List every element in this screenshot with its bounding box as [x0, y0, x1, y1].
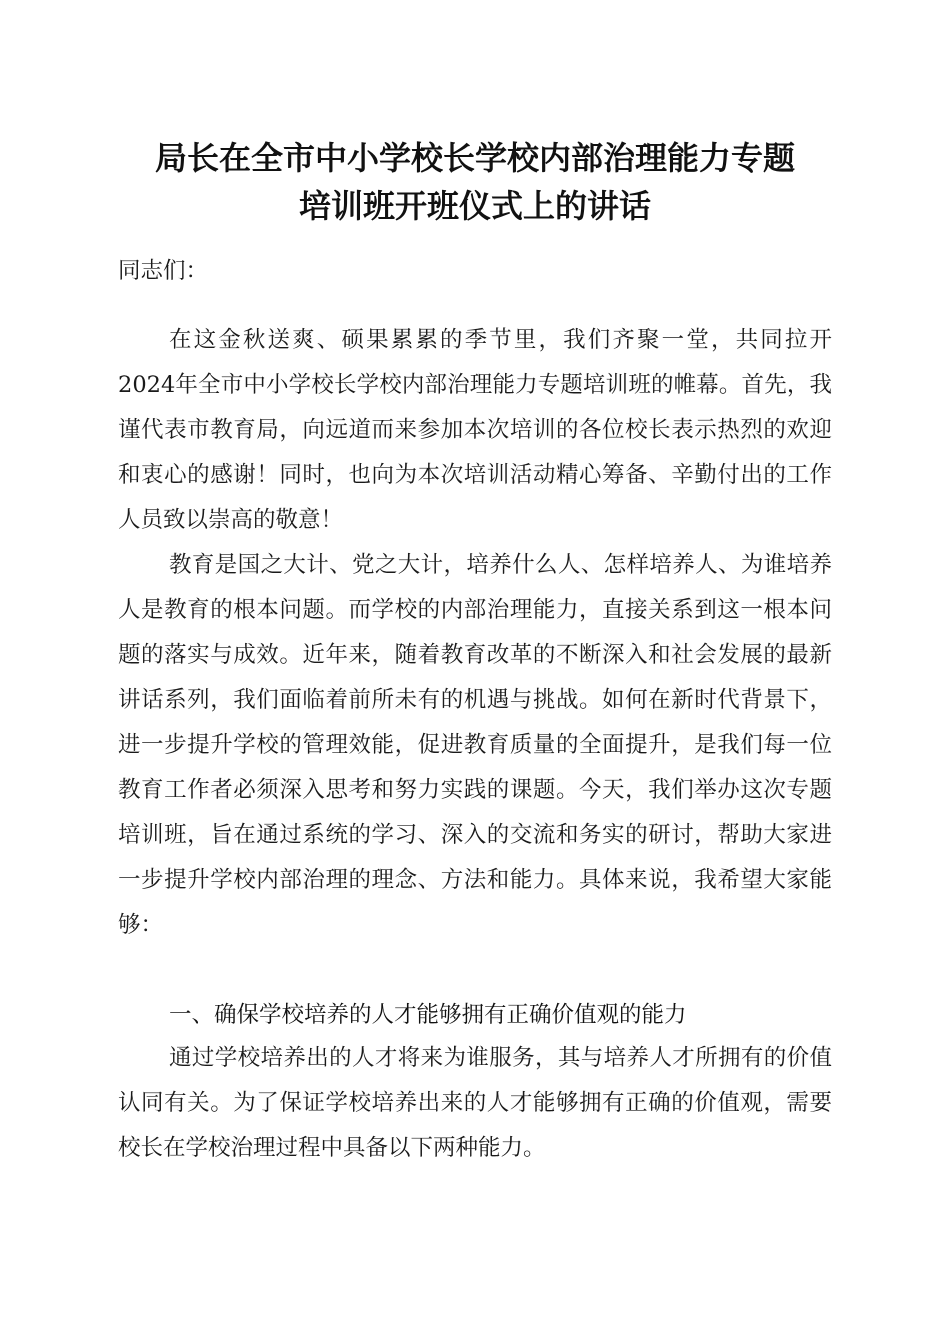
paragraph-values: 通过学校培养出的人才将来为谁服务，其与培养人才所拥有的价值认同有关。为了保证学校培养出来的人才能够拥有正确的价值观，需要校长在学校治理过程中具备以下两种能力。: [118, 1045, 832, 1161]
document-title-line-1: 局长在全市中小学校长学校内部治理能力专题: [154, 139, 795, 177]
section-heading: 一、确保学校培养的人才能够拥有正确价值观的能力: [169, 1002, 687, 1028]
paragraph-education-importance: 教育是国之大计、党之大计，培养什么人、怎样培养人、为谁培养人是教育的根本问题。而学校的内部治理能力，直接关系到这一根本问题的落实与成效。近年来，随着教育改革的不断深入和社会发展的最新讲话系列，我们面临着前所未有的机遇与挑战。如何在新时代背景下，进一步提升学校的管理效能，促进教育质量的全面提升，是我们每一位教育工作者必须深入思考和努力实践的课题。今天，我们举办这次专题培训班，旨在通过系统的学习、深入的交流和务实的研讨，帮助大家进一步提升学校内部治理的理念、方法和能力。具体来说，我希望大家能够：: [118, 552, 832, 938]
document-title-line-2: 培训班开班仪式上的讲话: [298, 187, 651, 225]
salutation: 同志们：: [118, 258, 209, 284]
paragraph-welcome: 在这金秋送爽、硕果累累的季节里，我们齐聚一堂，共同拉开2024年全市中小学校长学校内部治理能力专题培训班的帷幕。首先，我谨代表市教育局，向远道而来参加本次培训的各位校长表示热烈的欢迎和衷心的感谢！同时，也向为本次培训活动精心筹备、辛勤付出的工作人员致以崇高的敬意！: [118, 327, 832, 533]
